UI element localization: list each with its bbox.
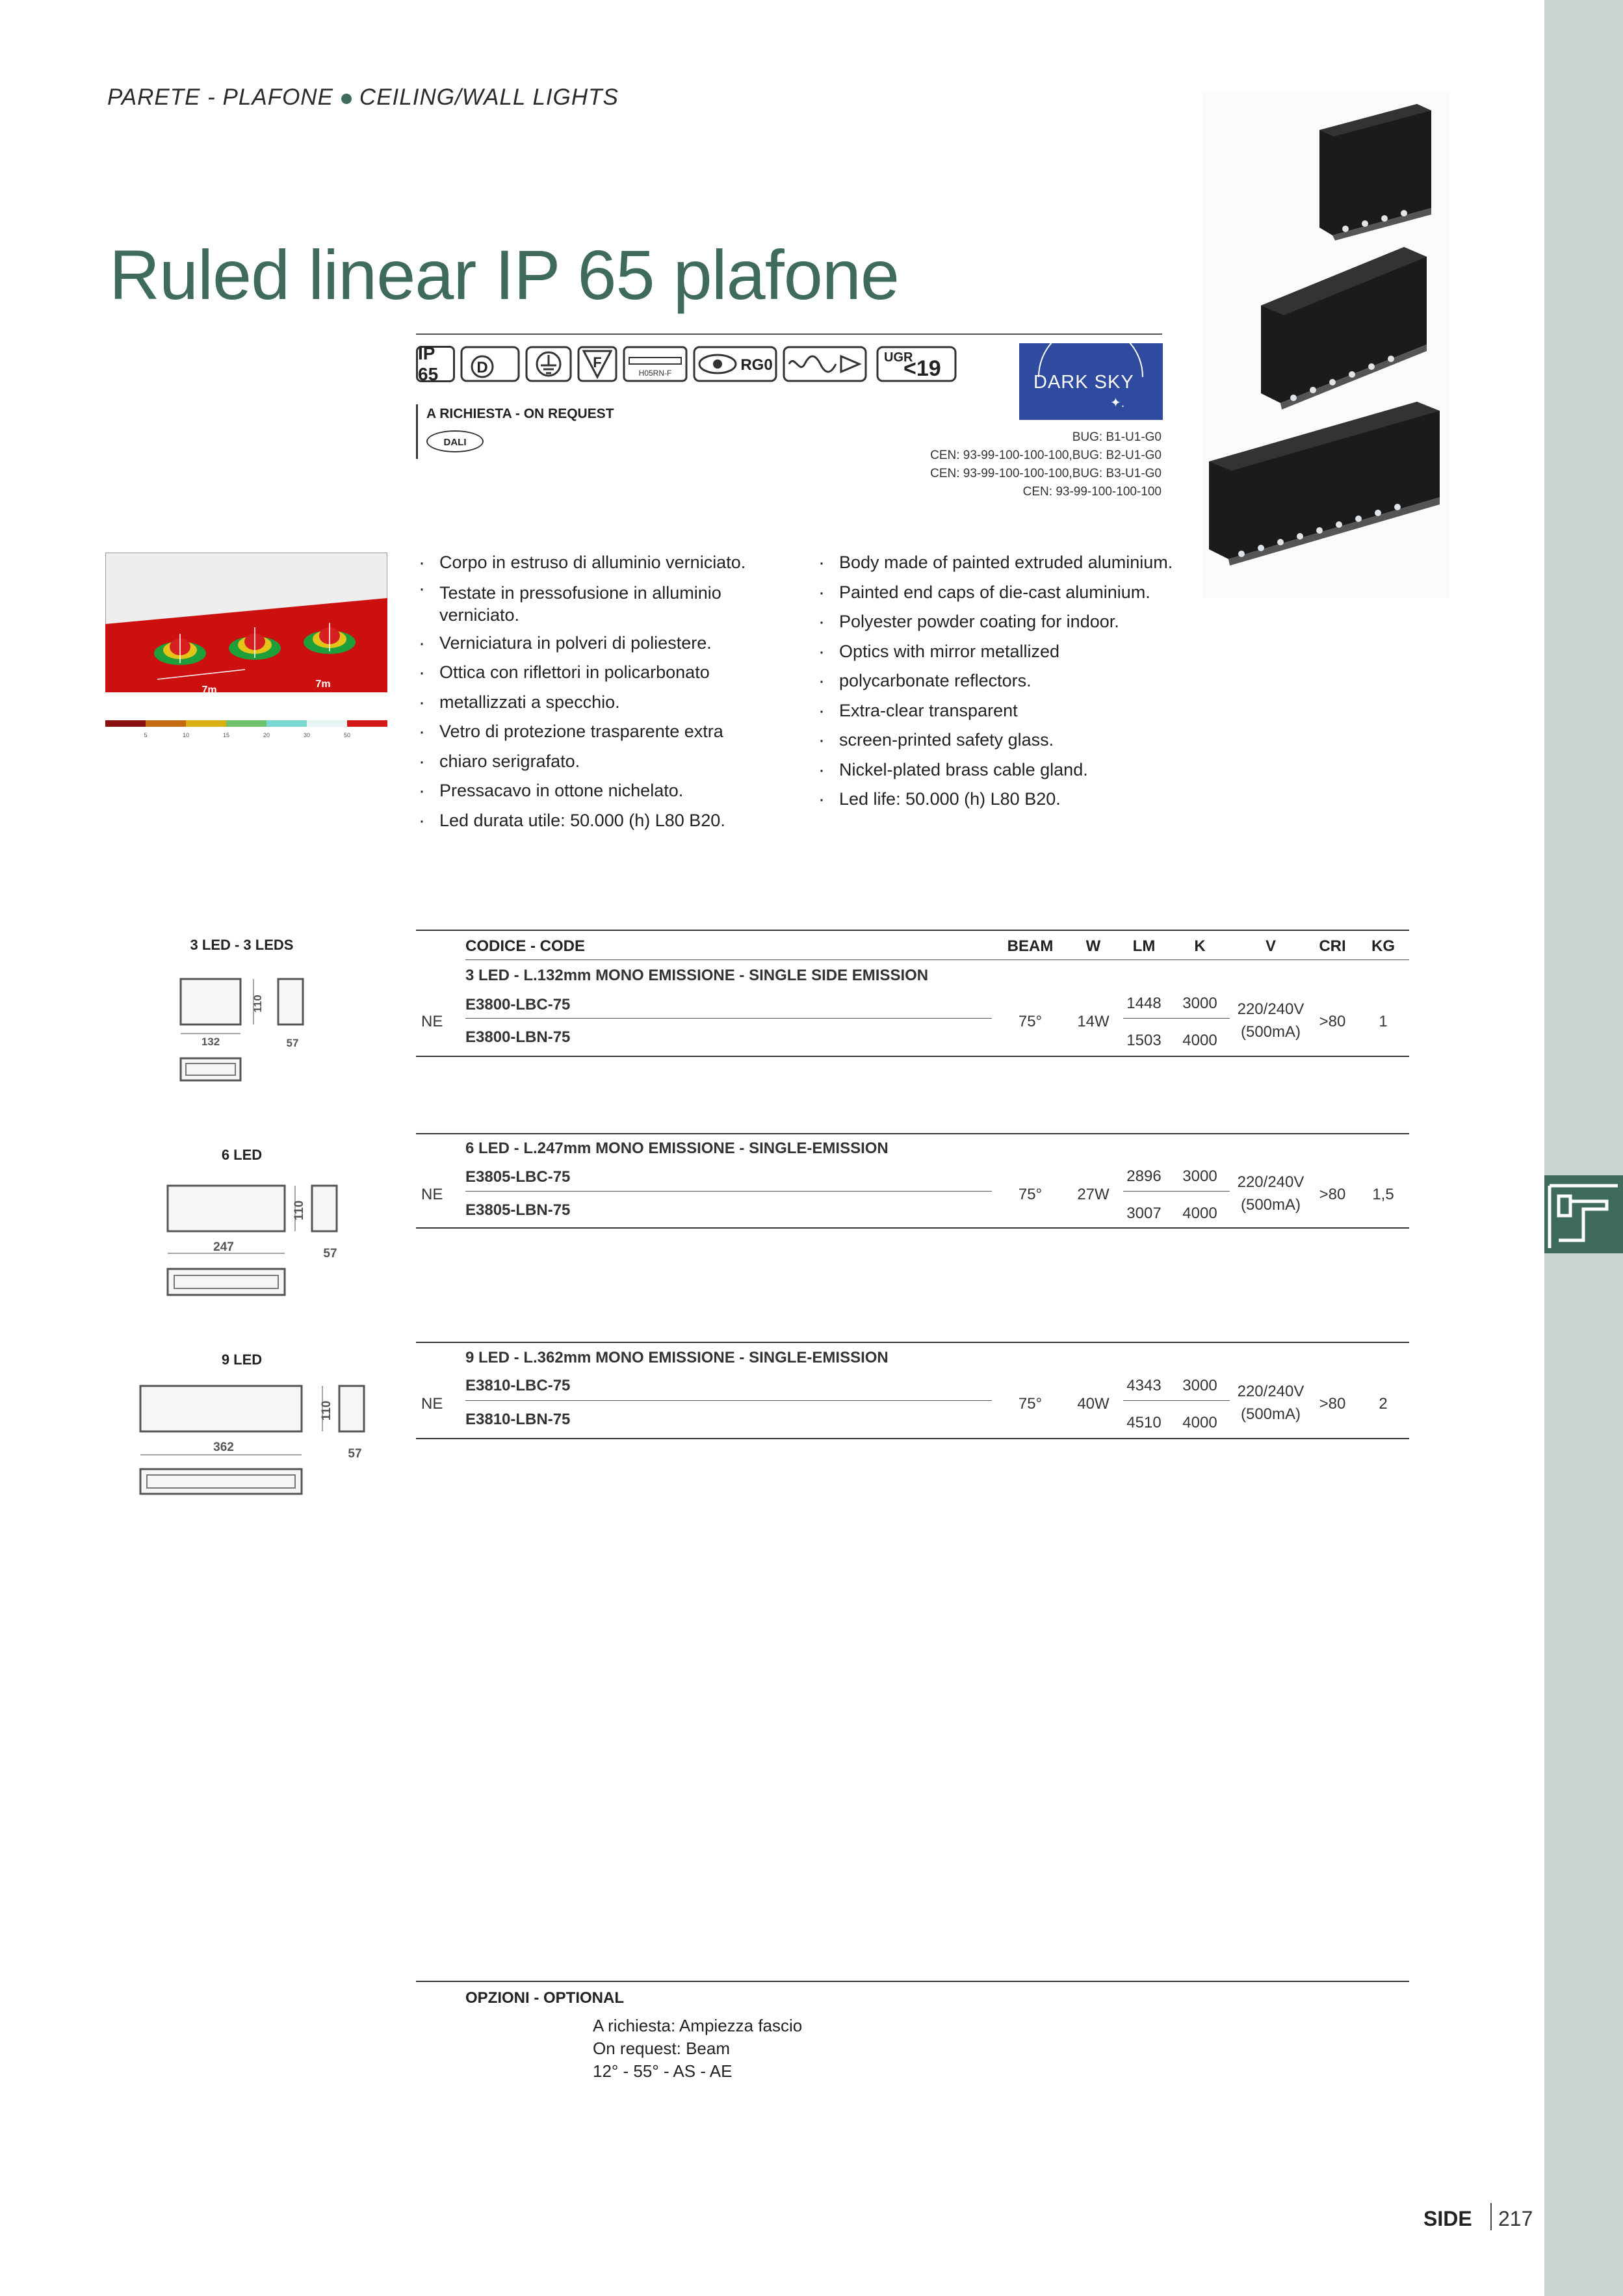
feature-item: · Polyester powder coating for indoor.	[818, 607, 1182, 637]
row-bottom-rule	[416, 1056, 1409, 1057]
cert-line-4: CEN: 93-99-100-100-100	[1022, 485, 1162, 499]
k-value: 3000	[1182, 995, 1217, 1012]
svg-text:50: 50	[343, 732, 351, 738]
col-header-code: CODICE - CODE	[465, 937, 586, 955]
svg-text:F: F	[593, 354, 602, 371]
on-request-label: A RICHIESTA - ON REQUEST	[426, 406, 614, 421]
photometric-diagram	[105, 553, 387, 692]
cert-line-3: CEN: 93-99-100-100-100,BUG: B3-U1-G0	[930, 467, 1162, 480]
svg-text:110: 110	[292, 1200, 306, 1221]
wave-icon	[783, 346, 867, 382]
svg-text:110: 110	[320, 1400, 333, 1421]
lm-value: 1448	[1126, 995, 1162, 1012]
f-mark-icon	[577, 346, 617, 382]
product-label: 3 LED - 3 LEDS	[190, 937, 294, 953]
svg-text:362: 362	[213, 1441, 234, 1454]
optional-line: A richiesta: Ampiezza fascio	[593, 2016, 803, 2035]
optional-rule	[416, 1981, 1409, 1982]
k-value: 3000	[1182, 1377, 1217, 1394]
col-header-lm: LM	[1132, 937, 1156, 955]
watt-value: 14W	[1077, 1013, 1110, 1030]
svg-text:30: 30	[303, 732, 311, 738]
feature-item: · Led durata utile: 50.000 (h) L80 B20.	[419, 806, 783, 836]
table-top-rule	[416, 1133, 1409, 1134]
family-icon-block	[1544, 1175, 1623, 1253]
section-title	[107, 85, 619, 111]
lm-value: 4510	[1126, 1414, 1162, 1431]
dark-sky-label: DARK SKY	[1033, 372, 1134, 393]
product-label: 9 LED	[221, 1351, 263, 1368]
svg-text:247: 247	[213, 1240, 234, 1254]
feature-item: · Led life: 50.000 (h) L80 B20.	[818, 785, 1182, 815]
bullet-dot-icon	[341, 94, 352, 104]
product-code: E3810-LBN-75	[465, 1411, 571, 1428]
page-number: 217	[1498, 2207, 1533, 2230]
current-value: (500mA)	[1240, 1196, 1301, 1214]
lm-value: 3007	[1126, 1205, 1162, 1222]
svg-text:132: 132	[201, 1036, 220, 1048]
product-code: E3800-LBN-75	[465, 1028, 571, 1046]
feature-item: · Nickel-plated brass cable gland.	[818, 755, 1182, 785]
feature-item: · Painted end caps of die-cast aluminium.	[818, 578, 1182, 608]
footer-separator	[1490, 2203, 1492, 2230]
lm-value: 2896	[1126, 1168, 1162, 1185]
optional-line: On request: Beam	[593, 2039, 730, 2058]
code-divider	[465, 1191, 992, 1192]
row-bottom-rule	[416, 1227, 1409, 1229]
feature-item: · Extra-clear transparent	[818, 696, 1182, 726]
finish: NE	[421, 1395, 443, 1413]
svg-text:15: 15	[222, 732, 230, 738]
svg-text:20: 20	[263, 732, 270, 738]
dimension-drawing	[170, 972, 318, 1089]
cri-value: >80	[1319, 1013, 1346, 1030]
code-divider	[465, 1400, 992, 1401]
beam-value: 75°	[1018, 1395, 1043, 1413]
col-header-w: W	[1085, 937, 1101, 955]
kg-value: 1,5	[1372, 1186, 1394, 1203]
lm-divider	[1123, 1191, 1230, 1192]
beam-value: 75°	[1018, 1013, 1043, 1030]
voltage-value: 220/240V	[1237, 1000, 1305, 1018]
cert-line-1: BUG: B1-U1-G0	[1072, 430, 1162, 444]
product-code: E3800-LBC-75	[465, 996, 571, 1013]
section-title-it: PARETE - PLAFONE	[107, 85, 333, 110]
col-header-kg: KG	[1371, 937, 1395, 955]
k-value: 4000	[1182, 1414, 1217, 1431]
lm-value: 1503	[1126, 1032, 1162, 1049]
row-bottom-rule	[416, 1438, 1409, 1439]
feature-item: · Verniciatura in polveri di poliestere.	[419, 629, 783, 659]
cable-icon	[623, 346, 688, 382]
kg-value: 2	[1379, 1395, 1388, 1413]
d-class-icon	[460, 346, 520, 382]
k-value: 3000	[1182, 1168, 1217, 1185]
svg-text:RG0: RG0	[740, 356, 773, 374]
svg-text:H05RN-F: H05RN-F	[638, 369, 672, 378]
svg-text:UGR: UGR	[884, 350, 913, 365]
feature-item: · screen-printed safety glass.	[818, 725, 1182, 755]
col-header-beam: BEAM	[1007, 937, 1054, 955]
ground-icon	[525, 346, 572, 382]
current-value: (500mA)	[1240, 1023, 1301, 1041]
section-title-en: CEILING/WALL LIGHTS	[359, 85, 619, 110]
svg-text:D: D	[476, 359, 488, 376]
finish: NE	[421, 1013, 443, 1030]
svg-text:10: 10	[182, 732, 190, 738]
feature-item: · Ottica con riflettori in policarbonato	[419, 658, 783, 688]
svg-text:5: 5	[144, 732, 148, 738]
product-code: E3805-LBN-75	[465, 1201, 571, 1219]
footer-brand: SIDE	[1423, 2207, 1472, 2230]
col-header-v: V	[1265, 937, 1276, 955]
product-code: E3810-LBC-75	[465, 1377, 571, 1394]
product-photo	[1202, 91, 1449, 598]
lm-value: 4343	[1126, 1377, 1162, 1394]
current-value: (500mA)	[1240, 1405, 1301, 1423]
cri-value: >80	[1319, 1395, 1346, 1413]
dimension-drawing	[156, 1181, 344, 1304]
product-title: 3 LED - L.132mm MONO EMISSIONE - SINGLE SIDE EMISSION	[465, 967, 929, 984]
svg-text:<19: <19	[903, 356, 941, 381]
feature-item: · Body made of painted extruded aluminium.	[818, 548, 1182, 578]
svg-text:✦.: ✦.	[1110, 396, 1125, 410]
side-band	[1544, 0, 1623, 2296]
photometric-label-a: 7m	[201, 685, 217, 692]
beam-value: 75°	[1018, 1186, 1043, 1203]
product-label: 6 LED	[221, 1147, 263, 1163]
svg-text:57: 57	[323, 1247, 337, 1260]
features-list-en	[818, 548, 1182, 815]
k-value: 4000	[1182, 1205, 1217, 1222]
watt-value: 40W	[1077, 1395, 1110, 1413]
table-top-rule	[416, 930, 1409, 931]
svg-text:57: 57	[286, 1037, 299, 1049]
product-title: 6 LED - L.247mm MONO EMISSIONE - SINGLE-EMISSION	[465, 1140, 889, 1157]
features-list-it	[419, 548, 783, 835]
optional-line: 12° - 55° - AS - AE	[593, 2061, 733, 2081]
col-header-k: K	[1194, 937, 1206, 955]
family-icon	[1544, 1175, 1623, 1253]
svg-text:110: 110	[252, 995, 264, 1013]
cri-value: >80	[1319, 1186, 1346, 1203]
dark-sky-badge	[1019, 343, 1163, 420]
watt-value: 27W	[1077, 1186, 1110, 1203]
voltage-value: 220/240V	[1237, 1173, 1305, 1191]
header-underline	[465, 959, 1409, 960]
lm-divider	[1123, 1018, 1230, 1019]
cert-line-2: CEN: 93-99-100-100-100,BUG: B2-U1-G0	[930, 449, 1162, 462]
k-value: 4000	[1182, 1032, 1217, 1049]
feature-item: · Vetro di protezione trasparente extra	[419, 717, 783, 747]
lux-scale	[105, 720, 387, 740]
col-header-cri: CRI	[1319, 937, 1346, 955]
feature-item: · Optics with mirror metallized	[818, 637, 1182, 667]
product-title: 9 LED - L.362mm MONO EMISSIONE - SINGLE-EMISSION	[465, 1349, 889, 1366]
dali-icon: DALI	[426, 430, 484, 452]
code-divider	[465, 1018, 992, 1019]
kg-value: 1	[1379, 1013, 1388, 1030]
lm-divider	[1123, 1400, 1230, 1401]
rg0-icon	[693, 346, 777, 382]
page-title: Ruled linear IP 65 plafone	[109, 235, 899, 314]
ugr-icon	[876, 346, 957, 382]
ip65-icon: IP 65	[416, 346, 455, 382]
voltage-value: 220/240V	[1237, 1383, 1305, 1400]
finish: NE	[421, 1186, 443, 1203]
feature-item: · polycarbonate reflectors.	[818, 666, 1182, 696]
svg-text:57: 57	[348, 1447, 362, 1461]
table-top-rule	[416, 1342, 1409, 1343]
photometric-label-b: 7m	[315, 679, 331, 690]
feature-item: · metallizzati a specchio.	[419, 688, 783, 718]
feature-item: · Pressacavo in ottone nichelato.	[419, 776, 783, 806]
feature-item: · Corpo in estruso di alluminio verniciato.	[419, 548, 783, 578]
on-request-bar	[416, 404, 418, 459]
title-divider	[416, 333, 1162, 335]
product-code: E3805-LBC-75	[465, 1168, 571, 1186]
dimension-drawing	[134, 1377, 374, 1500]
feature-item: · Testate in pressofusione in alluminio verniciato.	[419, 578, 783, 629]
feature-item: · chiaro serigrafato.	[419, 747, 783, 777]
optional-title: OPZIONI - OPTIONAL	[465, 1989, 624, 2007]
